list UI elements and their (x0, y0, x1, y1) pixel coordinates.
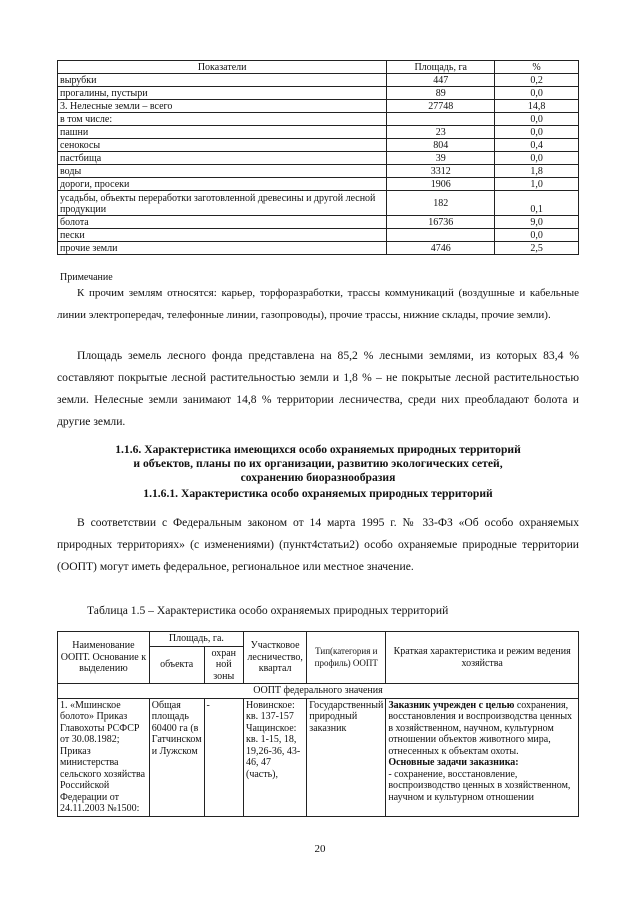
col-header-area-zone: охран ной зоны (204, 646, 243, 684)
note-text: К прочим землям относятся: карьер, торфоразработки, трассы коммуникаций (воздушные и кабельные линии электропередач, телефонные линии, газопроводы), прочие трассы, нижние склады, прочие земли). (57, 287, 579, 321)
col-header-name: Наименование ООПТ. Основание к выделению (58, 632, 150, 684)
table-row (58, 100, 579, 113)
row-name: прогалины, пустыри (58, 87, 387, 100)
table-row (58, 229, 579, 242)
row-pct: 0,2 (495, 74, 579, 87)
table-caption: Таблица 1.5 – Характеристика особо охраняемых природных территорий (87, 604, 449, 617)
row-name: болота (58, 216, 387, 229)
row-name: пески (58, 229, 387, 242)
table-row (58, 216, 579, 229)
table-row (58, 139, 579, 152)
section-heading-3: сохранению биоразнообразия (240, 471, 396, 484)
row-name: воды (58, 165, 387, 178)
oopt-area: Общая площадь 60400 га (в Гатчинском и Лужском (149, 698, 204, 816)
row-name: дороги, просеки (58, 178, 387, 191)
paragraph-forest-land: Площадь земель лесного фонда представлена на 85,2 % лесными землями, из которых 83,4 % составляют покрытые лесной растительностью земли и 1,8 % – не покрытые лесной растительностью земли. Нелесные земли занимают 14,8 % территории лесничества, среди них преобладают болота и другие земли. (57, 349, 579, 428)
row-pct: 0,1 (495, 191, 579, 216)
row-area: 27748 (387, 100, 495, 113)
table-row (58, 113, 579, 126)
row-area: 3312 (387, 165, 495, 178)
desc-bold-tasks: Основные задачи заказника: (388, 757, 519, 768)
row-pct: 1,0 (495, 178, 579, 191)
paragraph-oopt-law: В соответствии с Федеральным законом от 14 марта 1995 г. № 33-ФЗ «Об особо охраняемых природных территориях» (с изменениями) (пункт4статьи2) особо охраняемые природные территории (ООПТ) могут иметь федеральное, региональное или местное значение. (57, 516, 579, 573)
col-header-percent: % (495, 61, 579, 74)
table-header-row (58, 632, 579, 647)
row-pct: 0,4 (495, 139, 579, 152)
row-name: усадьбы, объекты переработки заготовленной древесины и другой лесной продукции (58, 191, 387, 216)
row-name: сенокосы (58, 139, 387, 152)
desc-bold-purpose: Заказник учрежден с целью (388, 699, 515, 711)
row-name: в том числе: (58, 113, 387, 126)
row-pct: 0,0 (495, 229, 579, 242)
col-header-area: Площадь, га. (149, 632, 243, 647)
page-number: 20 (314, 843, 326, 855)
row-pct: 0,0 (495, 113, 579, 126)
row-name: пастбища (58, 152, 387, 165)
land-area-table (57, 60, 579, 255)
desc-tasks: - сохранение, восстановление, воспроизводство ценных в хозяйственном, научном и культурном отношении (388, 768, 571, 803)
section-heading-2: и объектов, планы по их организации, развитию экологических сетей, (133, 457, 503, 470)
table-row (58, 242, 579, 255)
col-header-district: Участковое лесничество, квартал (243, 632, 306, 684)
row-area (387, 229, 495, 242)
row-pct: 14,8 (495, 100, 579, 113)
row-area: 447 (387, 74, 495, 87)
table-row (58, 126, 579, 139)
table-row (58, 191, 579, 216)
section-federal: ООПТ федерального значения (58, 684, 579, 699)
oopt-zone: - (204, 698, 243, 816)
col-header-description: Краткая характеристика и режим ведения хозяйства (386, 632, 579, 684)
table-row (58, 698, 579, 816)
row-pct: 9,0 (495, 216, 579, 229)
oopt-description (386, 698, 579, 816)
oopt-type: Государственный природный заказник (307, 698, 386, 816)
subsection-heading: 1.1.6.1. Характеристика особо охраняемых природных территорий (143, 487, 493, 500)
note-title: Примечание (60, 272, 113, 283)
section-heading-1: 1.1.6. Характеристика имеющихся особо охраняемых природных территорий (115, 443, 521, 456)
row-pct: 0,0 (495, 152, 579, 165)
row-name: вырубки (58, 74, 387, 87)
table-row (58, 165, 579, 178)
col-header-area-object: объекта (149, 646, 204, 684)
row-name: прочие земли (58, 242, 387, 255)
col-header-indicator: Показатели (58, 61, 387, 74)
row-area: 4746 (387, 242, 495, 255)
table-row (58, 87, 579, 100)
table-row (58, 152, 579, 165)
row-name: 3. Нелесные земли – всего (58, 100, 387, 113)
row-name: пашни (58, 126, 387, 139)
row-area: 89 (387, 87, 495, 100)
row-area (387, 113, 495, 126)
col-header-type: Тип(категория и профиль) ООПТ (307, 632, 386, 684)
desc-purpose: сохранения, восстановления и воспроизводства ценных в хозяйственном, научном, культурном отношении объектов животного мира, отнесенных к объектам охоты. (388, 699, 573, 757)
oopt-table (57, 631, 579, 817)
row-pct: 0,0 (495, 87, 579, 100)
row-area: 1906 (387, 178, 495, 191)
row-area: 804 (387, 139, 495, 152)
oopt-district: Новинское: кв. 137-157 Чащинское: кв. 1-15, 18, 19,26-36, 43-46, 47 (часть), (243, 698, 306, 816)
table-row (58, 74, 579, 87)
row-area: 182 (387, 191, 495, 216)
row-pct: 2,5 (495, 242, 579, 255)
row-area: 16736 (387, 216, 495, 229)
section-row (58, 684, 579, 699)
oopt-name: 1. «Мшинское болото» Приказ Главохоты РСФСР от 30.08.1982; Приказ министерства сельского хозяйства Российской Федерации от 24.11.2003 №1500: (58, 698, 150, 816)
row-area: 39 (387, 152, 495, 165)
table-row (58, 178, 579, 191)
table-header-row (58, 61, 579, 74)
row-pct: 0,0 (495, 126, 579, 139)
row-pct: 1,8 (495, 165, 579, 178)
row-area: 23 (387, 126, 495, 139)
col-header-area: Площадь, га (387, 61, 495, 74)
